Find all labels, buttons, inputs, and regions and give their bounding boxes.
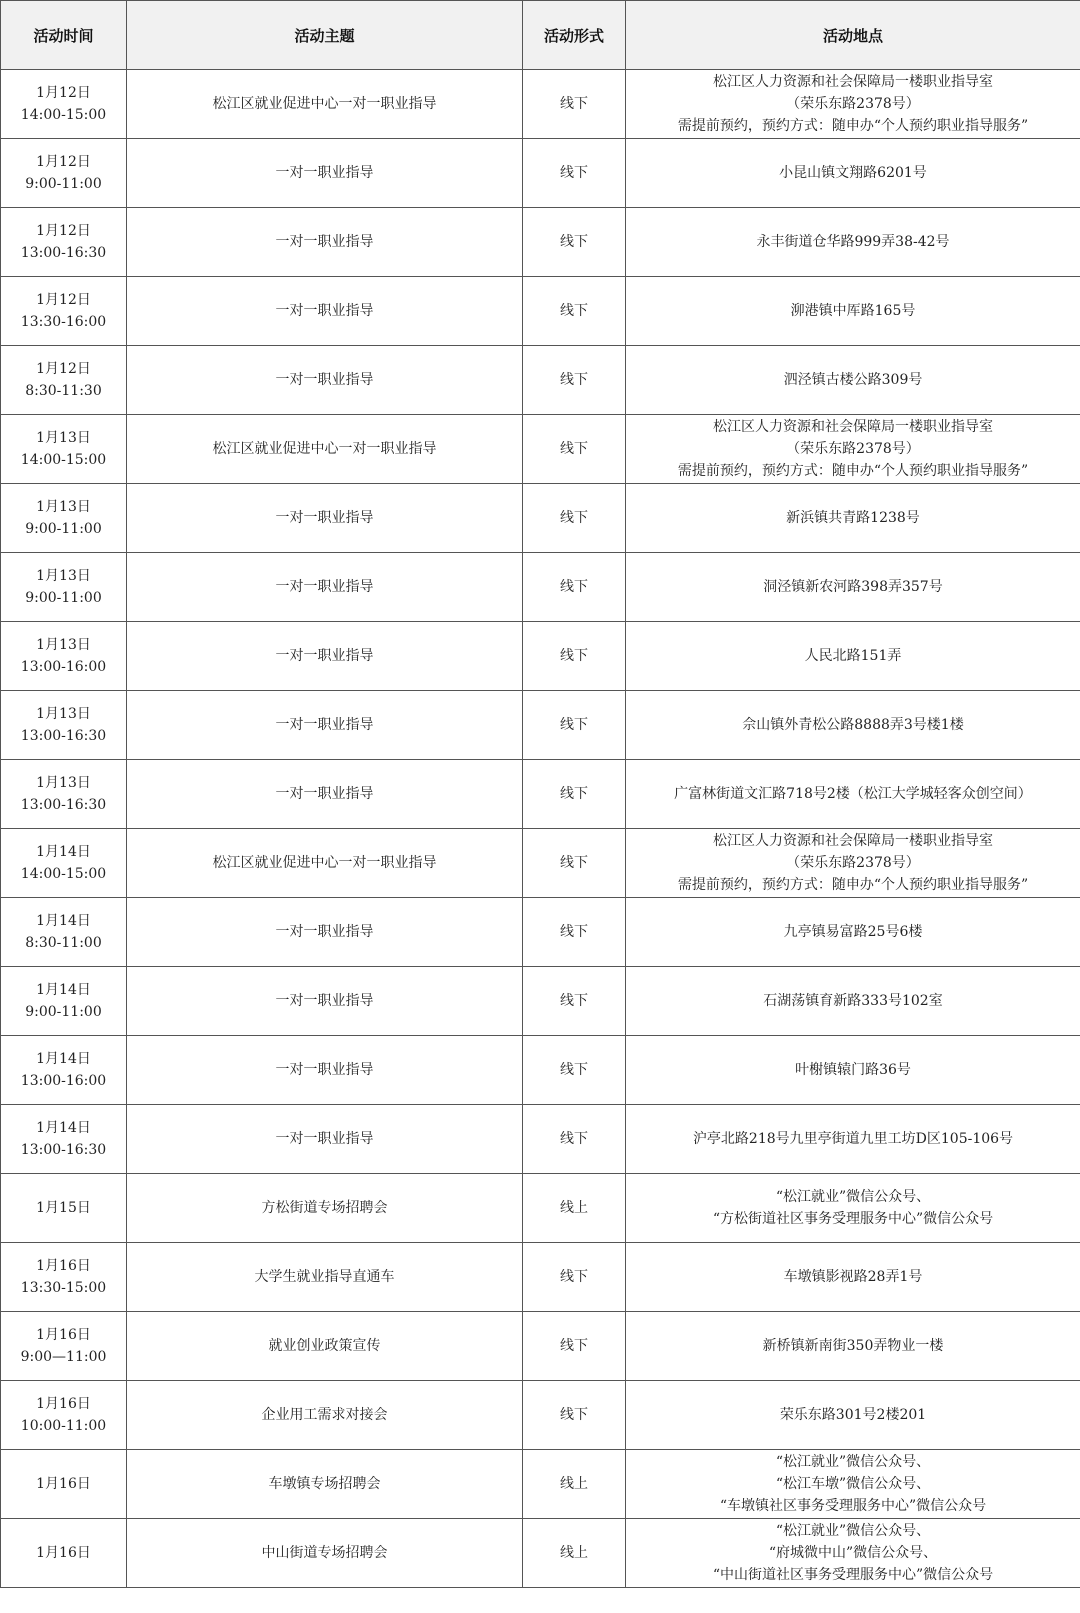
cell-topic: 一对一职业指导: [127, 691, 523, 760]
table-header: [1, 1, 1080, 70]
time-line: 13:00-16:30: [20, 728, 107, 744]
cell-topic: 就业创业政策宣传: [127, 1312, 523, 1381]
cell-time: [1, 415, 127, 484]
place-line: 需提前预约，预约方式：随申办“个人预约职业指导服务”: [677, 877, 1029, 893]
table-row: [1, 1036, 1080, 1105]
cell-time: [1, 898, 127, 967]
place-line: 松江区人力资源和社会保障局一楼职业指导室: [713, 419, 993, 435]
time-line: 1月14日: [36, 1120, 91, 1136]
time-line: 13:30-16:00: [20, 314, 107, 330]
time-line: 1月13日: [36, 568, 91, 584]
cell-time: [1, 1036, 127, 1105]
place-line: “松江就业”微信公众号、: [775, 1523, 931, 1539]
time-line: 14:00-15:00: [20, 452, 107, 468]
cell-form: 线下: [523, 208, 626, 277]
cell-topic: 一对一职业指导: [127, 346, 523, 415]
table-row: [1, 277, 1080, 346]
cell-form: 线下: [523, 1036, 626, 1105]
cell-place: [626, 622, 1080, 691]
cell-topic: 松江区就业促进中心一对一职业指导: [127, 415, 523, 484]
cell-topic: 一对一职业指导: [127, 553, 523, 622]
table-row: [1, 898, 1080, 967]
place-line: 永丰街道仓华路999弄38-42号: [756, 234, 950, 250]
cell-place: [626, 829, 1080, 898]
table-row: [1, 1105, 1080, 1174]
table-row: [1, 1174, 1080, 1243]
time-line: 10:00-11:00: [20, 1418, 107, 1434]
table-row: [1, 691, 1080, 760]
place-line: “方松街道社区事务受理服务中心”微信公众号: [712, 1211, 994, 1227]
table-row: [1, 415, 1080, 484]
cell-time: [1, 1312, 127, 1381]
place-line: 叶榭镇辕门路36号: [795, 1062, 911, 1078]
place-line: 新桥镇新南街350弄物业一楼: [762, 1338, 944, 1354]
cell-form: 线下: [523, 1243, 626, 1312]
time-line: 1月14日: [36, 1051, 91, 1067]
table-row: [1, 553, 1080, 622]
cell-topic: 松江区就业促进中心一对一职业指导: [127, 829, 523, 898]
place-line: 松江区人力资源和社会保障局一楼职业指导室: [713, 74, 993, 90]
table-row: [1, 208, 1080, 277]
time-line: 1月14日: [36, 844, 91, 860]
time-line: 8:30-11:30: [25, 383, 102, 399]
table-row: [1, 346, 1080, 415]
cell-place: [626, 70, 1080, 139]
header-topic: 活动主题: [127, 1, 523, 70]
time-line: 1月12日: [36, 292, 91, 308]
time-line: 1月14日: [36, 913, 91, 929]
header-time: 活动时间: [1, 1, 127, 70]
cell-topic: 企业用工需求对接会: [127, 1381, 523, 1450]
cell-form: 线上: [523, 1174, 626, 1243]
place-line: “府城微中山”微信公众号、: [768, 1545, 938, 1561]
cell-place: [626, 415, 1080, 484]
time-line: 13:00-16:30: [20, 797, 107, 813]
time-line: 8:30-11:00: [25, 935, 102, 951]
cell-form: 线下: [523, 70, 626, 139]
cell-topic: 松江区就业促进中心一对一职业指导: [127, 70, 523, 139]
cell-place: [626, 1105, 1080, 1174]
time-line: 1月12日: [36, 361, 91, 377]
cell-time: [1, 1243, 127, 1312]
place-line: （荣乐东路2378号）: [786, 96, 920, 112]
place-line: 石湖荡镇育新路333号102室: [763, 993, 943, 1009]
table-row: [1, 967, 1080, 1036]
time-line: 9:00-11:00: [25, 176, 102, 192]
place-line: 松江区人力资源和社会保障局一楼职业指导室: [713, 833, 993, 849]
time-line: 1月16日: [36, 1327, 91, 1343]
cell-form: 线下: [523, 553, 626, 622]
place-line: 需提前预约，预约方式：随申办“个人预约职业指导服务”: [677, 463, 1029, 479]
time-line: 13:00-16:00: [20, 1073, 107, 1089]
header-place: 活动地点: [626, 1, 1080, 70]
cell-time: [1, 1105, 127, 1174]
time-line: 1月16日: [36, 1476, 91, 1492]
cell-form: 线下: [523, 1381, 626, 1450]
cell-place: [626, 553, 1080, 622]
cell-topic: 一对一职业指导: [127, 760, 523, 829]
table-row: [1, 622, 1080, 691]
table-row: [1, 70, 1080, 139]
cell-topic: 一对一职业指导: [127, 484, 523, 553]
cell-form: 线下: [523, 829, 626, 898]
table-row: [1, 760, 1080, 829]
place-line: 荣乐东路301号2楼201: [779, 1407, 927, 1423]
place-line: “松江就业”微信公众号、: [775, 1189, 931, 1205]
place-line: 沪亭北路218号九里亭街道九里工坊D区105-106号: [692, 1131, 1014, 1147]
time-line: 13:00-16:30: [20, 1142, 107, 1158]
cell-place: [626, 139, 1080, 208]
time-line: 9:00-11:00: [25, 590, 102, 606]
cell-form: 线下: [523, 898, 626, 967]
cell-time: [1, 1174, 127, 1243]
time-line: 1月13日: [36, 637, 91, 653]
time-line: 9:00—11:00: [20, 1349, 107, 1365]
cell-place: [626, 1519, 1080, 1588]
time-line: 1月13日: [36, 499, 91, 515]
place-line: 人民北路151弄: [804, 648, 902, 664]
cell-form: 线下: [523, 1105, 626, 1174]
time-line: 1月12日: [36, 223, 91, 239]
place-line: 九亭镇易富路25号6楼: [783, 924, 923, 940]
time-line: 1月12日: [36, 85, 91, 101]
table-row: [1, 1519, 1080, 1588]
cell-time: [1, 622, 127, 691]
time-line: 1月16日: [36, 1258, 91, 1274]
time-line: 1月14日: [36, 982, 91, 998]
time-line: 1月16日: [36, 1545, 91, 1561]
cell-form: 线下: [523, 346, 626, 415]
cell-place: [626, 277, 1080, 346]
cell-place: [626, 967, 1080, 1036]
cell-time: [1, 346, 127, 415]
place-line: 佘山镇外青松公路8888弄3号楼1楼: [742, 717, 964, 733]
place-line: “中山街道社区事务受理服务中心”微信公众号: [712, 1567, 994, 1583]
cell-place: [626, 898, 1080, 967]
time-line: 1月15日: [36, 1200, 91, 1216]
cell-time: [1, 1450, 127, 1519]
cell-form: 线下: [523, 967, 626, 1036]
time-line: 1月16日: [36, 1396, 91, 1412]
time-line: 1月13日: [36, 706, 91, 722]
place-line: （荣乐东路2378号）: [786, 855, 920, 871]
place-line: 洞泾镇新农河路398弄357号: [763, 579, 943, 595]
cell-time: [1, 208, 127, 277]
place-line: “松江车墩”微信公众号、: [775, 1476, 931, 1492]
cell-place: [626, 346, 1080, 415]
cell-form: 线下: [523, 139, 626, 208]
place-line: （荣乐东路2378号）: [786, 441, 920, 457]
cell-topic: 一对一职业指导: [127, 967, 523, 1036]
cell-topic: 一对一职业指导: [127, 898, 523, 967]
cell-time: [1, 277, 127, 346]
cell-place: [626, 484, 1080, 553]
place-line: 泖港镇中厍路165号: [790, 303, 916, 319]
cell-form: 线下: [523, 277, 626, 346]
cell-topic: 一对一职业指导: [127, 1036, 523, 1105]
cell-time: [1, 139, 127, 208]
cell-topic: 大学生就业指导直通车: [127, 1243, 523, 1312]
cell-form: 线下: [523, 415, 626, 484]
cell-form: 线下: [523, 622, 626, 691]
cell-form: 线上: [523, 1450, 626, 1519]
cell-time: [1, 760, 127, 829]
cell-topic: 一对一职业指导: [127, 208, 523, 277]
cell-form: 线下: [523, 691, 626, 760]
cell-form: 线下: [523, 760, 626, 829]
time-line: 9:00-11:00: [25, 521, 102, 537]
place-line: “松江就业”微信公众号、: [775, 1454, 931, 1470]
cell-time: [1, 1519, 127, 1588]
cell-form: 线上: [523, 1519, 626, 1588]
place-line: 新浜镇共青路1238号: [786, 510, 920, 526]
cell-time: [1, 484, 127, 553]
cell-time: [1, 967, 127, 1036]
cell-time: [1, 70, 127, 139]
cell-time: [1, 553, 127, 622]
table-row: [1, 1243, 1080, 1312]
time-line: 13:30-15:00: [20, 1280, 107, 1296]
time-line: 13:00-16:00: [20, 659, 107, 675]
cell-place: [626, 1174, 1080, 1243]
table-row: [1, 829, 1080, 898]
time-line: 1月12日: [36, 154, 91, 170]
place-line: 需提前预约，预约方式：随申办“个人预约职业指导服务”: [677, 118, 1029, 134]
cell-topic: 一对一职业指导: [127, 277, 523, 346]
cell-place: [626, 1381, 1080, 1450]
cell-time: [1, 829, 127, 898]
table-row: [1, 1312, 1080, 1381]
cell-place: [626, 1312, 1080, 1381]
time-line: 14:00-15:00: [20, 107, 107, 123]
cell-place: [626, 208, 1080, 277]
place-line: 广富林街道文汇路718号2楼（松江大学城轻客众创空间）: [674, 786, 1032, 802]
cell-topic: 方松街道专场招聘会: [127, 1174, 523, 1243]
cell-topic: 一对一职业指导: [127, 622, 523, 691]
table-body: [1, 70, 1080, 1588]
cell-time: [1, 1381, 127, 1450]
cell-topic: 一对一职业指导: [127, 1105, 523, 1174]
cell-place: [626, 1450, 1080, 1519]
time-line: 14:00-15:00: [20, 866, 107, 882]
cell-place: [626, 1036, 1080, 1105]
time-line: 9:00-11:00: [25, 1004, 102, 1020]
cell-place: [626, 691, 1080, 760]
table-row: [1, 484, 1080, 553]
place-line: “车墩镇社区事务受理服务中心”微信公众号: [719, 1498, 987, 1514]
place-line: 泗泾镇古楼公路309号: [783, 372, 923, 388]
time-line: 1月13日: [36, 775, 91, 791]
cell-topic: 一对一职业指导: [127, 139, 523, 208]
table-row: [1, 1450, 1080, 1519]
table-row: [1, 1381, 1080, 1450]
cell-place: [626, 1243, 1080, 1312]
time-line: 1月13日: [36, 430, 91, 446]
header-form: 活动形式: [523, 1, 626, 70]
cell-form: 线下: [523, 1312, 626, 1381]
table-row: [1, 139, 1080, 208]
cell-form: 线下: [523, 484, 626, 553]
place-line: 小昆山镇文翔路6201号: [779, 165, 927, 181]
cell-topic: 中山街道专场招聘会: [127, 1519, 523, 1588]
cell-topic: 车墩镇专场招聘会: [127, 1450, 523, 1519]
place-line: 车墩镇影视路28弄1号: [783, 1269, 923, 1285]
cell-time: [1, 691, 127, 760]
header-row: [1, 1, 1080, 70]
time-line: 13:00-16:30: [20, 245, 107, 261]
cell-place: [626, 760, 1080, 829]
